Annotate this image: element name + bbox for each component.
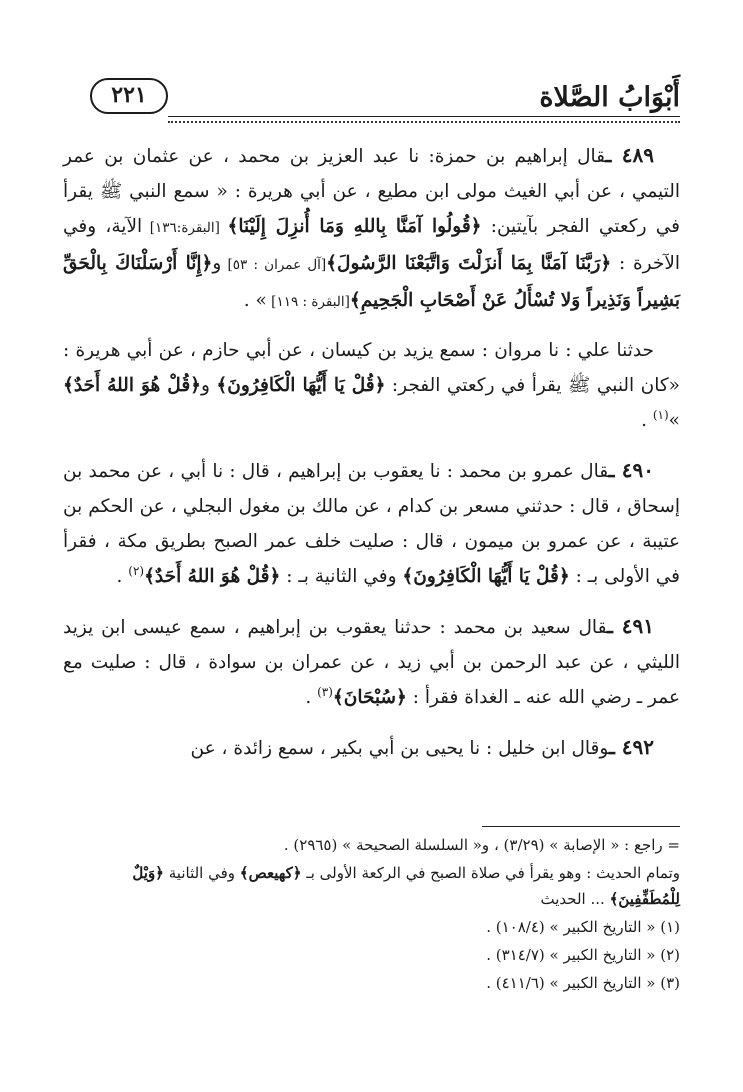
hadith-number: ٤٩٢ ـ	[608, 735, 654, 759]
hadith-491	[63, 609, 680, 717]
text-run: .	[641, 410, 653, 431]
hadith-number: ٤٩٠ ـ	[608, 458, 655, 482]
footnote-marker: (٢)	[128, 564, 145, 578]
text-run: » .	[243, 290, 267, 311]
quran-verse: ﴿قُلْ يَا أَيُّهَا الْكَافِرُونَ﴾	[402, 566, 570, 587]
quran-verse: ﴿كهيعص﴾	[239, 864, 302, 882]
footnote-2	[63, 942, 680, 968]
quran-verse: ﴿قُولُوا آمَنَّا بِاللهِ وَمَا أُنزِلَ إِلَيْنَا﴾	[227, 216, 482, 237]
text-run: .	[116, 566, 129, 587]
footnote-text: (١) « التاريخ الكبير » (١٠٨/٤) .	[486, 918, 680, 936]
footnote-text: (٢) « التاريخ الكبير » (٣١٤/٧) .	[486, 946, 680, 964]
text-run: و	[201, 375, 217, 396]
text-run: قال إبراهيم بن حمزة: نا عبد العزيز بن محمد ، عن عثمان بن عمر التيمي ، عن أبي الغيث مولى ابن مطيع ، عن أبي هريرة : « سمع النبي ﷺ يقرأ في ركعتي الفجر بآيتين:	[63, 146, 680, 237]
footnote-text: وفي الثانية	[163, 864, 240, 882]
footnote-text: وتمام الحديث : وهو يقرأ في صلاة الصبح في الركعة الأولى بـ	[301, 864, 680, 882]
page-number: ٢٢١	[90, 78, 168, 114]
hadith-492	[63, 730, 680, 766]
text-run: و	[212, 253, 222, 274]
footnote-text: = راجع : « الإصابة » (٣/٢٩) ، و« السلسلة الصحيحة » (٢٩٦٥) .	[283, 836, 680, 854]
verse-reference: [البقرة:١٣٦]	[142, 220, 228, 236]
hadith-number: ٤٨٩ ـ	[605, 143, 655, 167]
text-run: .	[305, 687, 318, 708]
quran-verse: ﴿قُلْ هُوَ اللهُ أَحَدٌ﴾	[144, 566, 281, 587]
footnote-text: ... الحديث	[540, 890, 610, 908]
quran-verse: ﴿سُبْحَانَ﴾	[332, 687, 407, 708]
text-run: »	[668, 410, 680, 431]
text-run: قال عمرو بن محمد : نا يعقوب بن إبراهيم ، قال : نا أبي ، عن محمد بن إسحاق ، قال : حدثني مسعر بن كدام ، عن مالك بن مغول البجلي ، عن الحكم بن عتيبة ، عن عمرو بن ميمون ، قال : صليت خلف عمر الصبح بطريق مكة ، فقرأ في الأولى بـ :	[63, 461, 680, 587]
header-rule	[168, 116, 680, 123]
hadith-489-continuation	[63, 333, 680, 440]
quran-verse: ﴿قُلْ هُوَ اللهُ أَحَدٌ﴾	[63, 375, 202, 396]
main-text	[63, 138, 680, 779]
text-run: حدثنا علي : نا مروان : سمع يزيد بن كيسان ، عن أبي حازم ، عن أبي هريرة : «كان النبي ﷺ يقرأ في ركعتي الفجر:	[63, 340, 680, 396]
footnote-divider	[482, 826, 680, 827]
hadith-489	[63, 138, 680, 320]
footnote-continuation	[63, 832, 680, 858]
footnote-continuation	[63, 860, 680, 912]
verse-reference: [آل عمران : ٥٣]	[221, 257, 327, 273]
quran-verse: ﴿إِنَّا أَرْسَلْنَاكَ بِالْحَقِّ بَشِيراً وَنَذِيراً وَلا تُسْأَلُ عَنْ أَصْحَابِ الْجَحِيمِ﴾	[63, 253, 680, 311]
hadith-number: ٤٩١ ـ	[606, 614, 654, 638]
footnote-1	[63, 914, 680, 940]
footnote-marker: (١)	[652, 408, 669, 422]
text-run: قال سعيد بن محمد : حدثنا يعقوب بن إبراهيم ، سمع عيسى ابن يزيد الليثي ، عن عبد الرحمن بن أبي زيد ، عن عمران بن سوادة ، قال : صليت مع عمر ـ رضي الله عنه ـ الغداة فقرأ :	[63, 617, 680, 708]
verse-reference: [البقرة : ١١٩]	[266, 294, 350, 310]
footnotes	[63, 832, 680, 998]
footnote-marker: (٣)	[317, 685, 333, 699]
page-header	[86, 78, 680, 122]
running-title: أَبْوَابُ الصَّلاة	[539, 82, 680, 113]
quran-verse: ﴿وَيْلٌ لِلْمُطَفِّفِينَ﴾	[132, 864, 680, 908]
footnote-3	[63, 970, 680, 996]
hadith-490	[63, 453, 680, 596]
quran-verse: ﴿رَبَّنَا آمَنَّا بِمَا أَنزَلْتَ وَاتَّبَعْنَا الرَّسُولَ﴾	[326, 253, 612, 274]
text-run: وقال ابن خليل : نا يحيى بن أبي بكير ، سمع زائدة ، عن	[190, 738, 609, 759]
quran-verse: ﴿قُلْ يَا أَيُّهَا الْكَافِرُونَ﴾	[216, 375, 386, 396]
text-run: الآية، وفي الآخرة :	[63, 216, 681, 274]
text-run: وفي الثانية بـ :	[280, 566, 403, 587]
footnote-text: (٣) « التاريخ الكبير » (٤١١/٦) .	[486, 974, 680, 992]
